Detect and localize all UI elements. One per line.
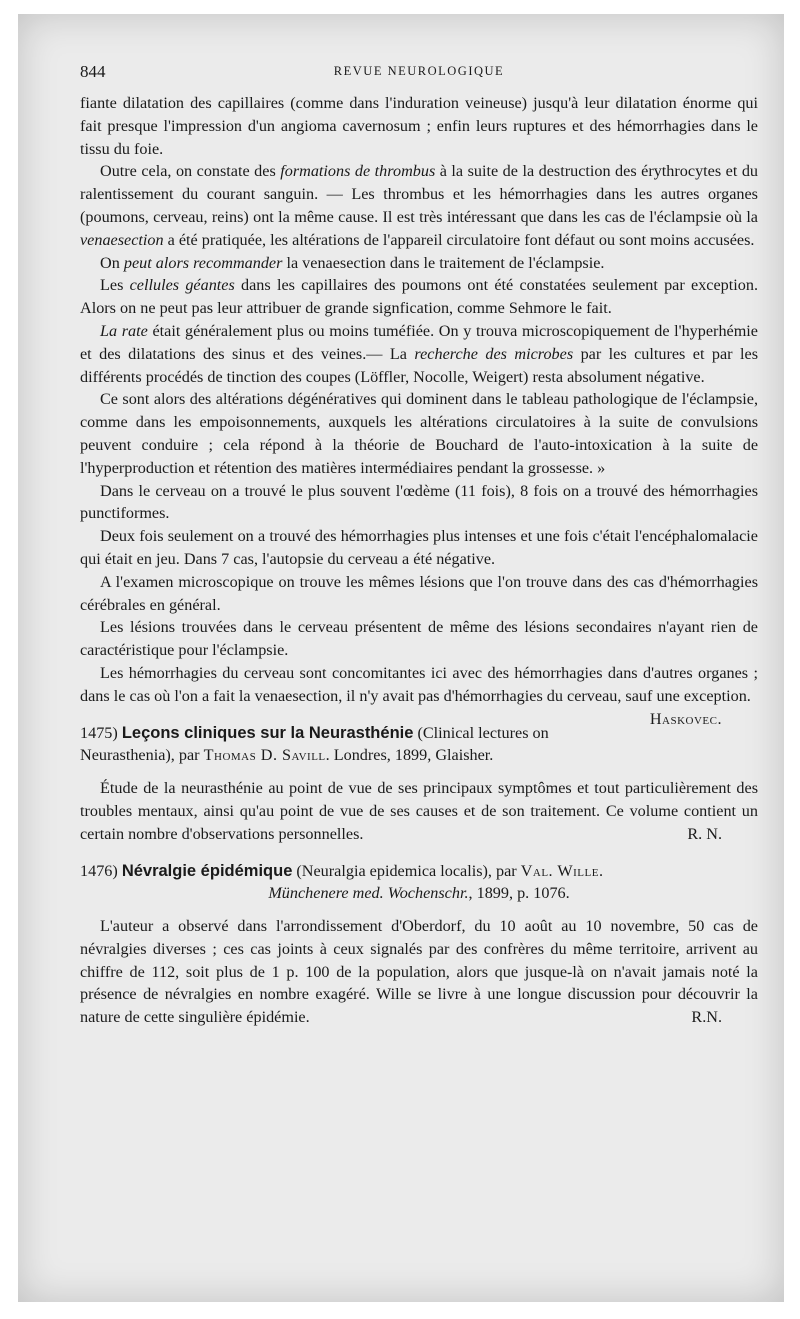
page-header xyxy=(80,62,758,84)
paragraph: fiante dilatation des capillaires (comme dans l'induration veineuse) jusqu'à leur dilatation énorme qui fait presque l'impression d'un angioma cavernosum ; enfin leurs ruptures et des hémorrhagies dans le tissu du foie. xyxy=(80,94,758,158)
paragraph: Les hémorrhagies du cerveau sont concomitantes ici avec des hémorrhagies dans d'autres organes ; dans le cas où l'on a fait la venaesection, il n'y avait pas d'hémorrhagies du cerveau, sauf une exception. Haskovec. xyxy=(80,662,758,708)
paragraph: Deux fois seulement on a trouvé des hémorrhagies plus intenses et une fois c'était l'encéphalomalacie qui était en jeu. Dans 7 cas, l'autopsie du cerveau a été négative. xyxy=(80,527,758,568)
entry-title: Névralgie épidémique xyxy=(121,861,293,880)
running-title: REVUE NEUROLOGIQUE xyxy=(333,64,505,78)
page-number: 844 xyxy=(80,62,106,81)
entry-heading: 1476) Névralgie épidémique (Neuralgia epidemica localis), par Val. Wille. Münchenere med. Wochenschr., 1899, p. 1076. xyxy=(80,861,604,903)
paragraph: On peut alors recommander la venaesection dans le traitement de l'éclampsie. xyxy=(100,253,605,272)
reviewer-signature: R.N. xyxy=(691,1008,722,1027)
reviewer-signature: R. N. xyxy=(687,824,722,843)
entry-title: Leçons cliniques sur la Neurasthénie xyxy=(121,723,414,742)
paragraph: Les cellules géantes dans les capillaires des poumons ont été constatées seulement par exception. Alors on ne peut pas leur attribuer de grande signfication, comme Sehmore le fait. xyxy=(80,276,758,318)
paragraph: La rate était généralement plus ou moins tuméfiée. On y trouva microscopiquement de l'hyperhémie et des dilatations des sinus et des veines.— La recherche des microbes par les cultures et par les différents procédés de tinction des coupes (Löffler, Nocolle, Weigert) resta absolument négative. xyxy=(80,321,758,386)
entry-heading: 1475) Leçons cliniques sur la Neurasthénie (Clinical lectures on Neurasthenia), par Thomas D. Savill. Londres, 1899, Glaisher. xyxy=(80,723,549,765)
scanned-page xyxy=(18,14,784,1302)
entry-number: 1476) xyxy=(80,861,118,880)
paragraph: Les lésions trouvées dans le cerveau présentent de même des lésions secondaires n'ayant rien de caractéristique pour l'éclampsie. xyxy=(80,618,758,660)
entry-body: L'auteur a observé dans l'arrondissement d'Oberdorf, du 10 août au 10 novembre, 50 cas de névralgies diverses ; ces cas joints à ceux signalés par des confrères du même territoire, arrivent au chiffre de 112, soit plus de 1 p. 100 de la population, alors que jusque-là on n'avait jamais noté la présence de névralgies en nombre exagéré. Wille se livre à une longue discussion pour découvrir la nature de cette singulière épidémie. R.N. xyxy=(80,915,758,1029)
entry-number: 1475) xyxy=(80,723,118,742)
entry-author: Val. Wille. xyxy=(520,861,604,880)
paragraph: A l'examen microscopique on trouve les mêmes lésions que l'on trouve dans des cas d'hémorrhagies cérébrales en général. xyxy=(80,572,758,614)
entry-body: Étude de la neurasthénie au point de vue de ses principaux symptômes et tout particulièrement des troubles mentaux, ainsi qu'au point de vue de ses causes et de son traitement. Ce volume contient un certain nombre d'observations personnelles. R. N. xyxy=(80,777,758,845)
review-entry-1475 xyxy=(80,722,758,846)
review-entry-1476 xyxy=(80,860,758,1030)
journal-title: Münchenere med. Wochenschr. xyxy=(268,884,469,903)
paragraph: Dans le cerveau on a trouvé le plus souvent l'œdème (11 fois), 8 fois on a trouvé des hémorrhagies punctiformes. xyxy=(80,481,758,523)
paragraph: Outre cela, on constate des formations de thrombus à la suite de la destruction des érythrocytes et du ralentissement du courant sanguin. — Les thrombus et les hémorrhagies dans les autres organes (poumons, cerveau, reins) ont la même cause. Il est très intéressant que dans les cas de l'éclampsie où la venaesection a été pratiquée, les altérations de l'appareil circulatoire font défaut ou sont moins accusées. xyxy=(80,162,759,249)
author-signature: Haskovec. xyxy=(649,709,722,728)
entry-author: Thomas D. Savill xyxy=(203,746,326,765)
page-content xyxy=(80,62,758,1029)
paragraph: Ce sont alors des altérations dégénératives qui dominent dans le tableau pathologique de l'éclampsie, comme dans les empoisonnements, auxquels les altérations circulatoires à la suite de convulsions peuvent conduire ; cela répond à la théorie de Bouchard de l'auto-intoxication à la suite de l'hyperproduction et rétention des matières intermédiaires pendant la grossesse. » xyxy=(80,390,758,477)
